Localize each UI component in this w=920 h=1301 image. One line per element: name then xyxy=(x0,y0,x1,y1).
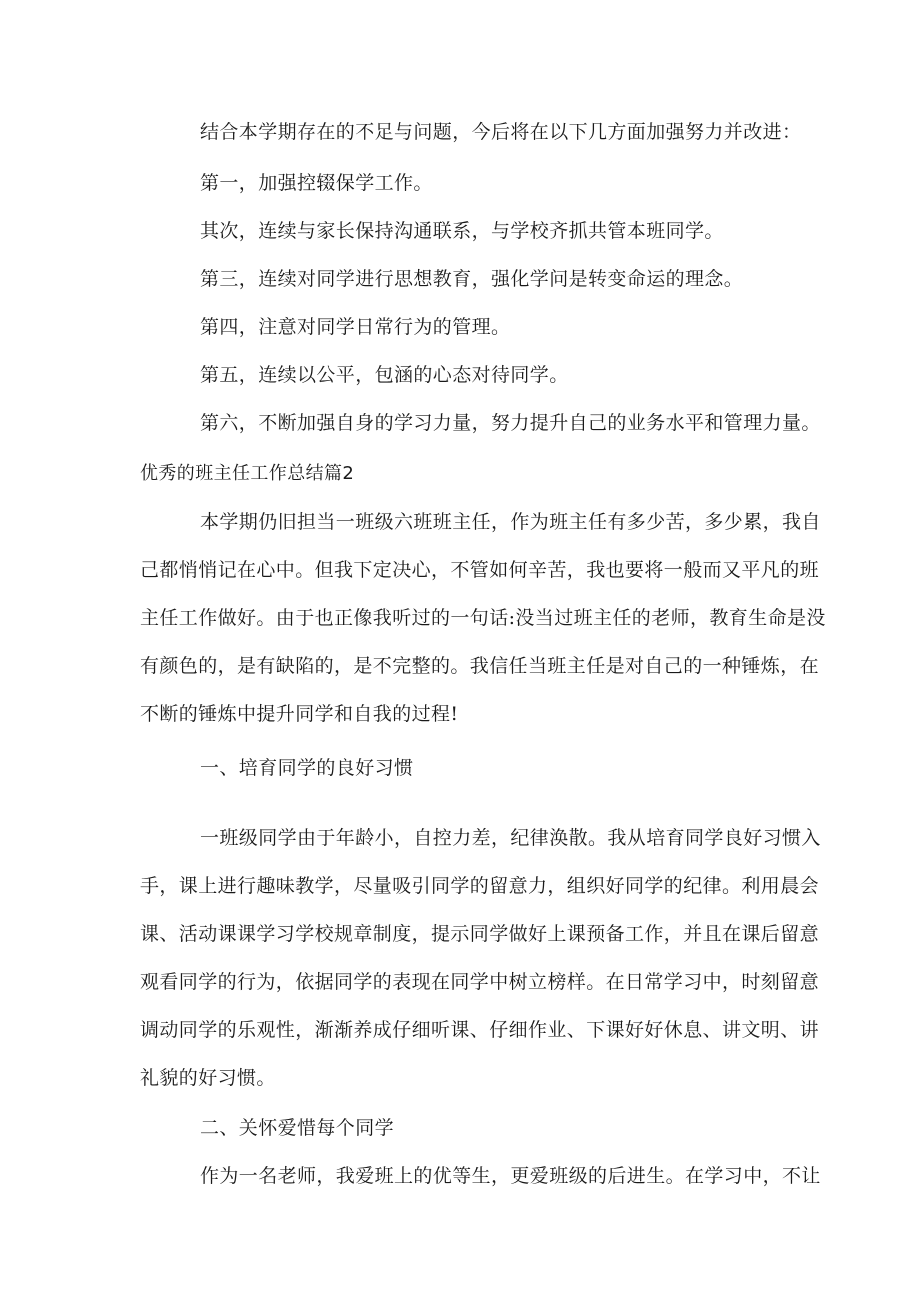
subheading: 二、关怀爱惜每个同学 xyxy=(200,1117,395,1139)
paragraph-line: 手，课上进行趣味教学，尽量吸引同学的留意力，组织好同学的纪律。利用晨会 xyxy=(140,875,820,897)
paragraph-line: 本学期仍旧担当一班级六班班主任，作为班主任有多少苦，多少累，我自 xyxy=(200,511,821,533)
paragraph-line: 有颜色的，是有缺陷的，是不完整的。我信任当班主任是对自己的一种锤炼，在 xyxy=(140,655,820,677)
paragraph-line: 己都悄悄记在心中。但我下定决心，不管如何辛苦，我也要将一般而又平凡的班 xyxy=(140,559,820,581)
paragraph-line: 一班级同学由于年龄小，自控力差，纪律涣散。我从培育同学良好习惯入 xyxy=(200,827,821,849)
paragraph-line: 观看同学的行为，依据同学的表现在同学中树立榜样。在日常学习中，时刻留意 xyxy=(140,971,820,993)
list-item: 第三，连续对同学进行思想教育，强化学问是转变命运的理念。 xyxy=(200,268,744,290)
list-item: 第四，注意对同学日常行为的管理。 xyxy=(200,316,511,338)
list-item: 其次，连续与家长保持沟通联系，与学校齐抓共管本班同学。 xyxy=(200,220,724,242)
paragraph-line: 不断的锤炼中提升同学和自我的过程! xyxy=(140,703,459,725)
paragraph-line: 作为一名老师，我爱班上的优等生，更爱班级的后进生。在学习中，不让 xyxy=(200,1165,821,1187)
paragraph-line: 礼貌的好习惯。 xyxy=(140,1067,276,1089)
subheading: 一、培育同学的良好习惯 xyxy=(200,757,414,779)
list-item: 第六，不断加强自身的学习力量，努力提升自己的业务水平和管理力量。 xyxy=(200,412,821,434)
paragraph-line: 主任工作做好。由于也正像我听过的一句话:没当过班主任的老师，教育生命是没 xyxy=(140,607,826,629)
list-item: 第五，连续以公平，包涵的心态对待同学。 xyxy=(200,364,569,386)
intro-line: 结合本学期存在的不足与问题，今后将在以下几方面加强努力并改进： xyxy=(200,121,802,143)
section-title: 优秀的班主任工作总结篇2 xyxy=(140,463,355,484)
paragraph-line: 课、活动课课学习学校规章制度，提示同学做好上课预备工作，并且在课后留意 xyxy=(140,923,820,945)
list-item: 第一，加强控辍保学工作。 xyxy=(200,172,433,194)
paragraph-line: 调动同学的乐观性，渐渐养成仔细听课、仔细作业、下课好好休息、讲文明、讲 xyxy=(140,1019,820,1041)
